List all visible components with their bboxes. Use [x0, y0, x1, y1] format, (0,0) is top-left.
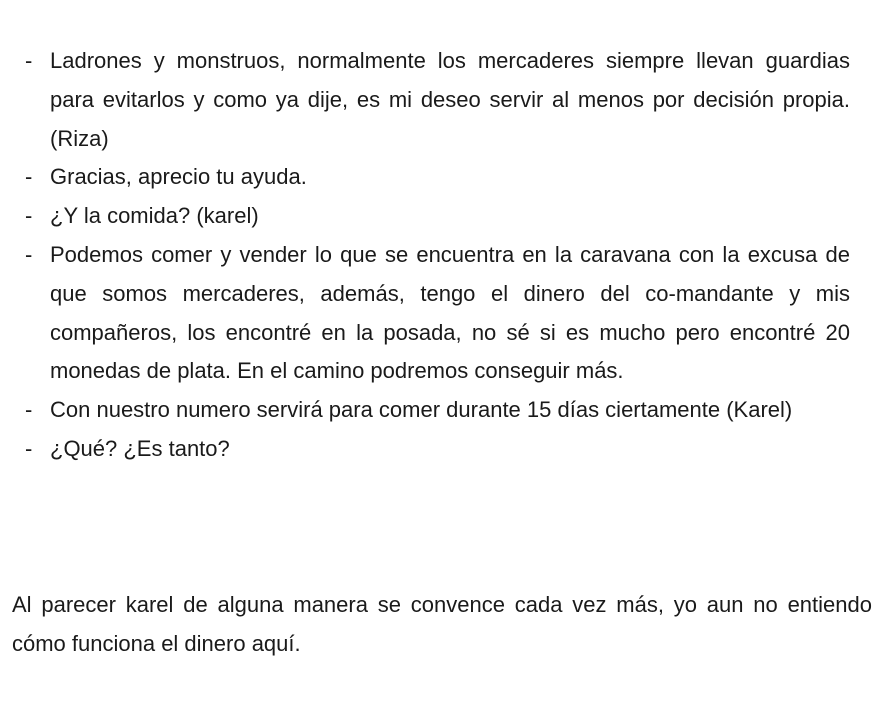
- narration-paragraph: Al parecer karel de alguna manera se convence cada vez más, yo aun no entiendo cómo funciona el dinero aquí.: [12, 592, 872, 656]
- dialogue-line: [22, 42, 850, 158]
- dialogue-text: Ladrones y monstruos, normalmente los mercaderes siempre llevan guardias para evitarlos y como ya dije, es mi deseo servir al menos por decisión propia. (Riza): [50, 48, 850, 151]
- dialogue-dash: -: [25, 397, 33, 423]
- dialogue-text: Podemos comer y vender lo que se encuentra en la caravana con la excusa de que somos mercaderes, además, tengo el dinero del co-mandante y mis compañeros, los encontré en la posada, no sé si es mucho pero encontré 20 monedas de plata. En el camino podremos conseguir más.: [50, 241, 850, 384]
- dialogue-line: [22, 197, 850, 236]
- dialogue-text: Gracias, aprecio tu ayuda.: [50, 164, 307, 190]
- dialogue-text: Con nuestro numero servirá para comer durante 15 días ciertamente (Karel): [50, 397, 793, 423]
- dialogue-dash: -: [25, 164, 33, 190]
- dialogue-text: ¿Y la comida? (karel): [50, 203, 259, 229]
- dialogue-dash: -: [25, 48, 33, 73]
- dialogue-dash: -: [25, 435, 33, 461]
- dialogue-line: [22, 391, 850, 430]
- dialogue-line: [22, 158, 850, 197]
- dialogue-dash: -: [25, 241, 33, 267]
- dialogue-line: [22, 236, 850, 391]
- dialogue-text: ¿Qué? ¿Es tanto?: [50, 435, 230, 461]
- dialogue-list: [22, 42, 850, 469]
- dialogue-dash: -: [25, 203, 33, 229]
- dialogue-line: [22, 430, 850, 469]
